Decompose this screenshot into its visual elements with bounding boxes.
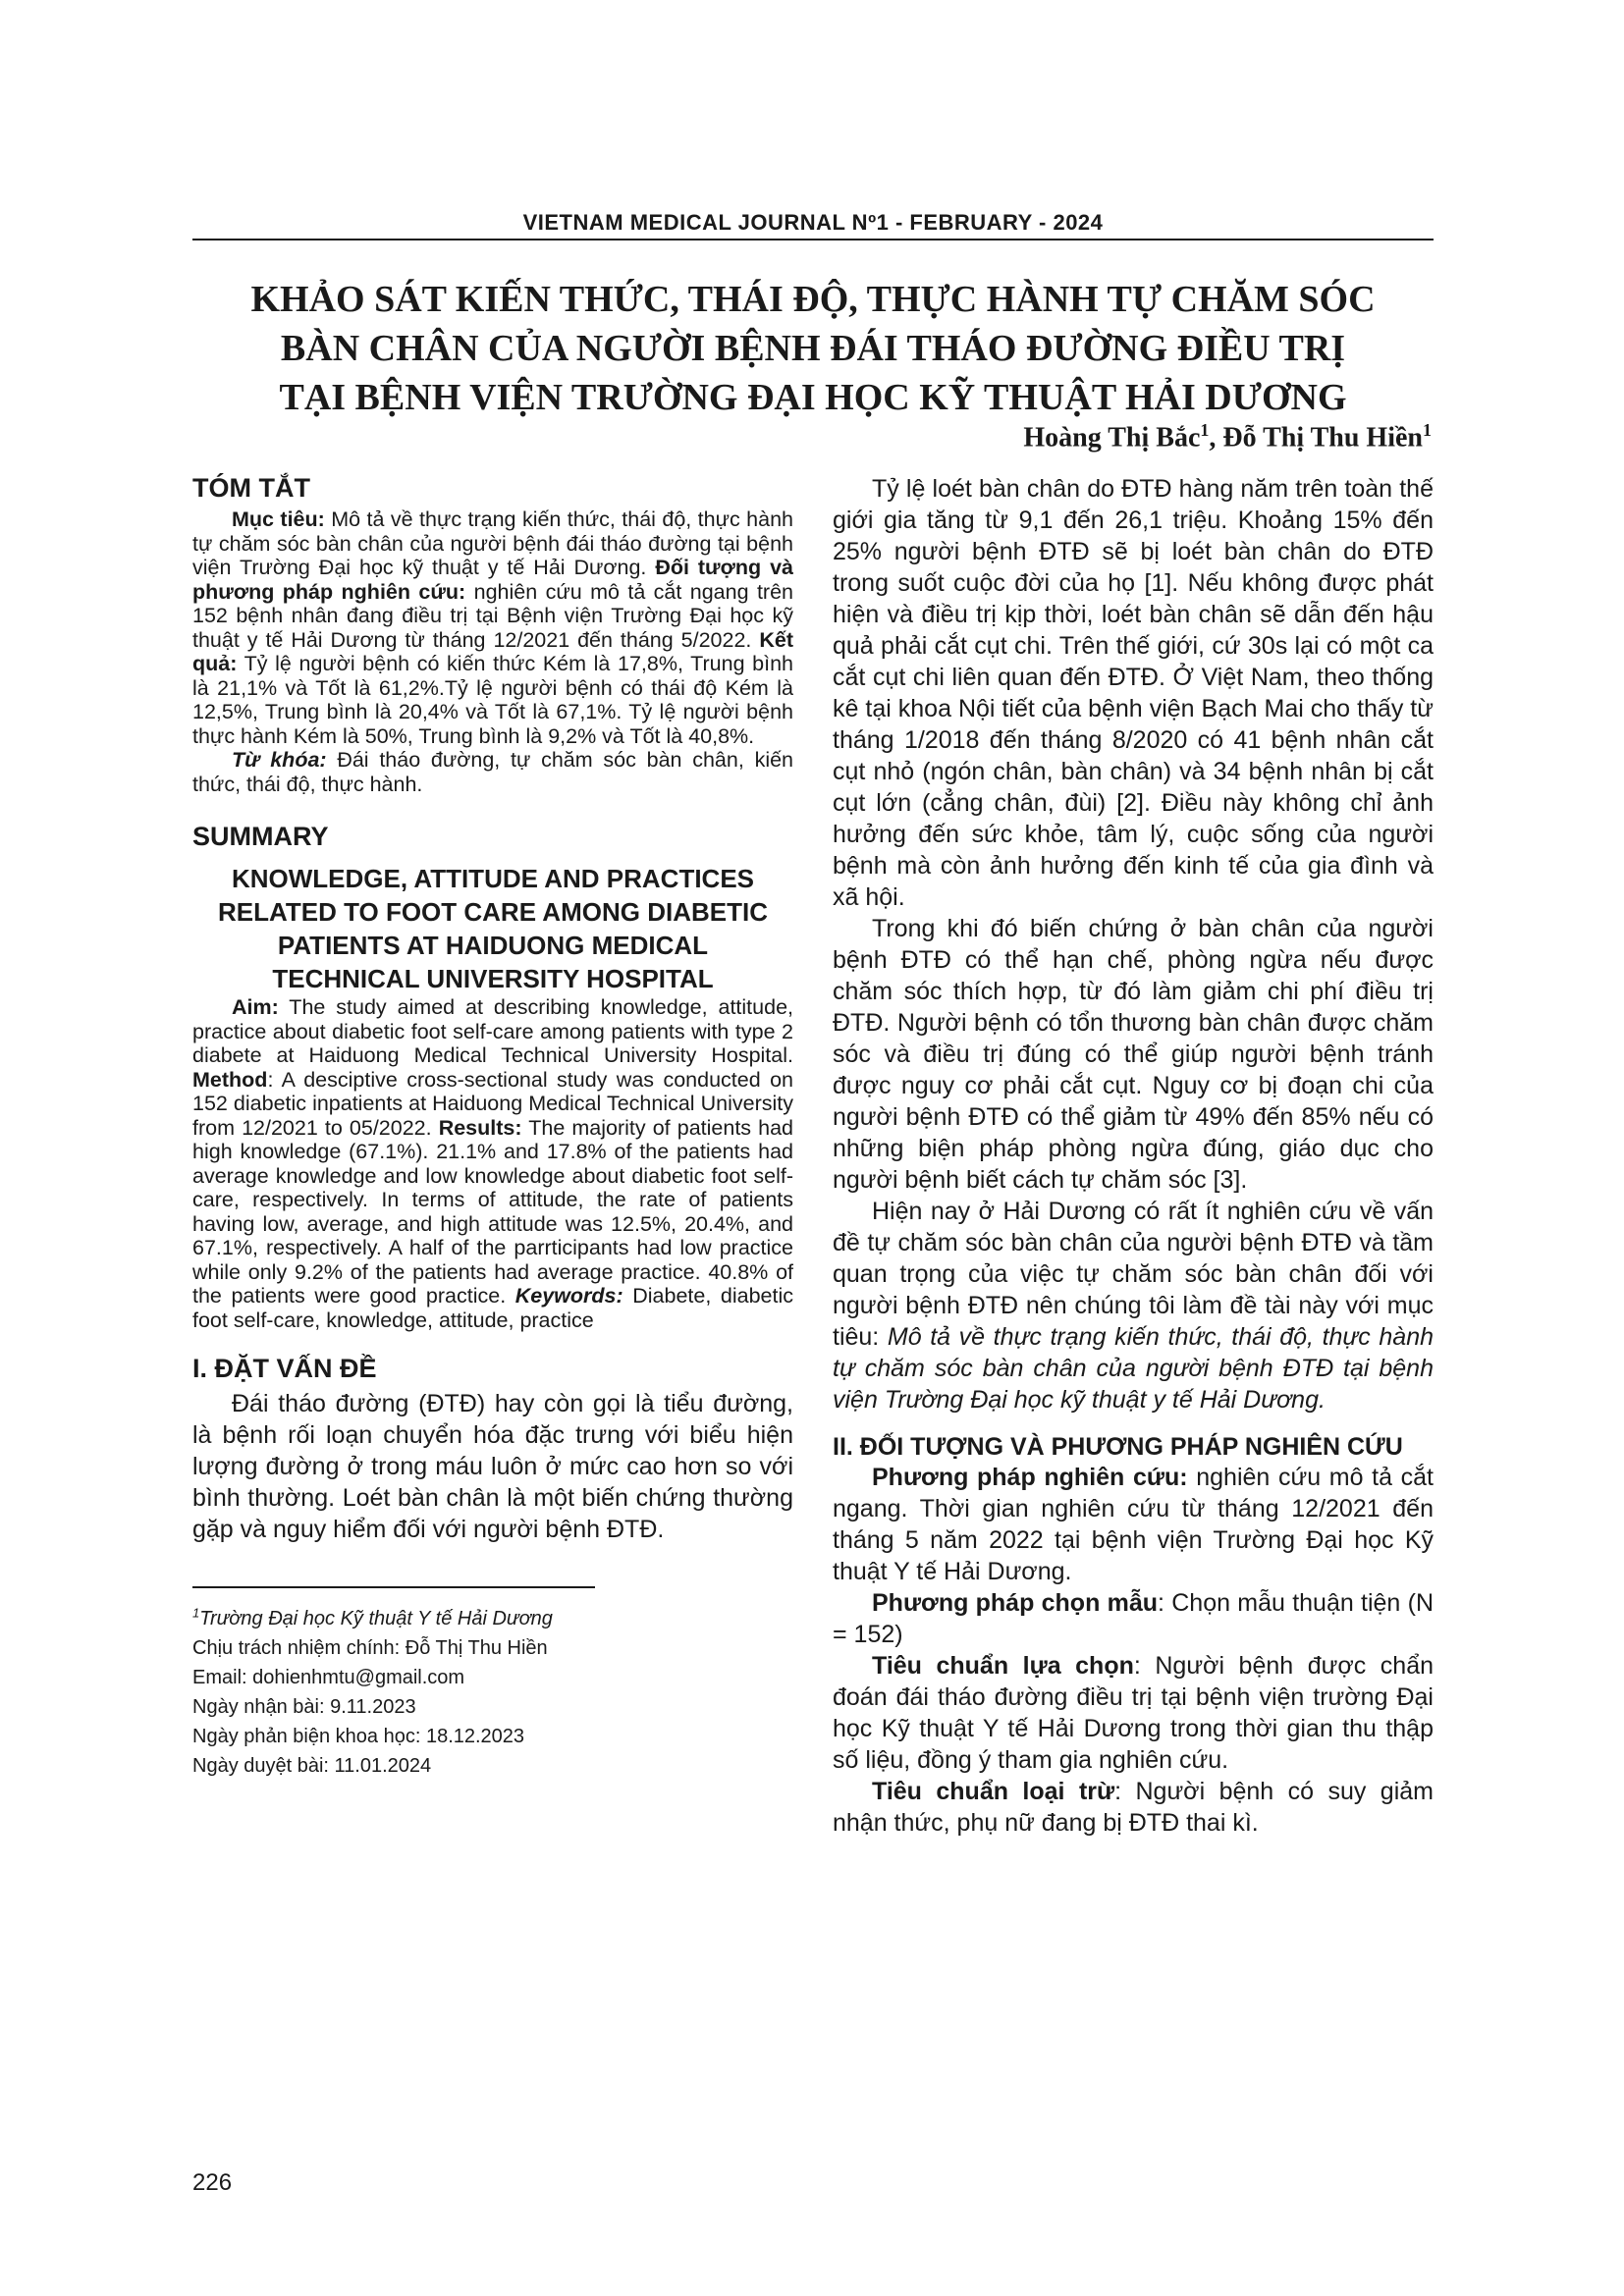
footnote-rule — [192, 1586, 595, 1588]
summary-body — [192, 995, 793, 1332]
keywords-label-vn: Từ khóa: — [232, 748, 327, 772]
footnote-corresponding: Chịu trách nhiệm chính: Đỗ Thị Thu Hiền — [192, 1636, 548, 1659]
intro-heading: I. ĐẶT VẤN ĐỀ — [192, 1354, 377, 1383]
author-line — [1023, 420, 1432, 454]
method-text-en: : A desciptive cross-sectional study was conducted on 152 diabetic inpatients at Haiduong Medical Technical University from 12/2021 to 05/2022. — [192, 1067, 793, 1140]
aim-label-en: Aim: — [232, 995, 279, 1019]
summary-heading: SUMMARY — [192, 822, 329, 851]
footnote-email: Email: dohienhmtu@gmail.com — [192, 1666, 465, 1688]
method-label-vn: Đối tượng và phương pháp nghiên cứu: — [192, 556, 793, 604]
footnote-affil-sup: 1 — [192, 1605, 200, 1620]
methods-design-text: nghiên cứu mô tả cắt ngang. Thời gian nghiên cứu từ tháng 12/2021 đến tháng 5 năm 2022 tại bệnh viện Trường Đại học Kỹ thuật Y tế Hải Dương. — [833, 1464, 1434, 1585]
summary-title-line-3: PATIENTS AT HAIDUONG MEDICAL — [277, 931, 709, 960]
summary-title-line-2: RELATED TO FOOT CARE AMONG DIABETIC — [218, 897, 768, 927]
methods-design — [833, 1462, 1434, 1587]
footnotes — [192, 1598, 793, 1781]
author-2-affil: 1 — [1423, 420, 1432, 440]
methods-inclusion-text: : Người bệnh được chẩn đoán đái tháo đường điều trị tại bệnh viện trường Đại học Kỹ thuật Y tế Hải Dương trong thời gian thu thập số liệu, đồng ý tham gia nghiên cứu. — [833, 1652, 1434, 1774]
intro-p4-text: Hiện nay ở Hải Dương có rất ít nghiên cứu về vấn đề tự chăm sóc bàn chân của người bệnh ĐTĐ và tầm quan trọng của việc tự chăm sóc bàn chân đối với người bệnh ĐTĐ nên chúng tôi làm đề tài này với mục tiêu: — [833, 1198, 1434, 1351]
methods-exclusion — [833, 1776, 1434, 1839]
footnote-reviewed: Ngày phản biện khoa học: 18.12.2023 — [192, 1725, 525, 1747]
intro-p4-objective: Mô tả về thực trạng kiến thức, thái độ, thực hành tự chăm sóc bàn chân của người bệnh ĐTĐ tại bệnh viện Trường Đại học kỹ thuật y tế Hải Dương. — [833, 1323, 1434, 1414]
author-separator: , — [1209, 422, 1223, 454]
header-rule — [192, 239, 1434, 240]
results-text-en: The majority of patients had high knowledge (67.1%). 21.1% and 17.8% of the patients had average knowledge and low knowledge about diabetic foot self-care, respectively. In terms of attitude, the rate of patients having low, average, and high attitude was 12.5%, 20.4%, and 67.1%, respectively. A half of the parrticipants had low practice while only 9.2% of the patients had average practice. 40.8% of the patients were good practice. — [192, 1115, 793, 1308]
title-line-1: KHẢO SÁT KIẾN THỨC, THÁI ĐỘ, THỰC HÀNH TỰ CHĂM SÓC — [250, 279, 1376, 320]
methods-sampling-label: Phương pháp chọn mẫu — [872, 1589, 1159, 1617]
summary-title-line-4: TECHNICAL UNIVERSITY HOSPITAL — [272, 964, 714, 993]
title-line-3: TẠI BỆNH VIỆN TRƯỜNG ĐẠI HỌC KỸ THUẬT HẢI DƯƠNG — [279, 377, 1347, 418]
aim-label-vn: Mục tiêu: — [232, 507, 325, 531]
methods-exclusion-text: : Người bệnh có suy giảm nhận thức, phụ nữ đang bị ĐTĐ thai kì. — [833, 1778, 1434, 1837]
intro-paragraph-1: Đái tháo đường (ĐTĐ) hay còn gọi là tiểu đường, là bệnh rối loạn chuyển hóa đặc trưng với biểu hiện lượng đường ở trong máu luôn ở mức cao hơn so với bình thường. Loét bàn chân là một biến chứng thường gặp và nguy hiểm đối với người bệnh ĐTĐ. — [192, 1390, 793, 1543]
summary-title-line-1: KNOWLEDGE, ATTITUDE AND PRACTICES — [231, 864, 755, 893]
results-label-vn: Kết quả: — [192, 627, 793, 675]
abstract-vn-heading: TÓM TẮT — [192, 473, 310, 503]
methods-exclusion-label: Tiêu chuẩn loại trừ — [872, 1778, 1115, 1805]
left-column — [192, 473, 793, 1781]
keywords-text-vn: Đái tháo đường, tự chăm sóc bàn chân, kiến thức, thái độ, thực hành. — [192, 748, 794, 796]
keywords-label-en: Keywords: — [514, 1284, 623, 1308]
methods-inclusion — [833, 1650, 1434, 1776]
results-label-en: Results: — [438, 1115, 522, 1140]
article-title — [192, 275, 1434, 422]
footnote-affil-text: Trường Đại học Kỹ thuật Y tế Hải Dương — [199, 1607, 553, 1629]
journal-header: VIETNAM MEDICAL JOURNAL Nº1 - FEBRUARY - 2024 — [522, 210, 1104, 235]
results-text-vn: Tỷ lệ người bệnh có kiến thức Kém là 17,8%, Trung bình là 21,1% và Tốt là 61,2%.Tỷ lệ người bệnh có thái độ Kém là 12,5%, Trung bình là 20,4% và Tốt là 67,1%. Tỷ lệ người bệnh thực hành Kém là 50%, Trung bình là 9,2% và Tốt là 40,8%. — [192, 652, 793, 748]
intro-paragraph-4 — [833, 1196, 1434, 1415]
footnote-received: Ngày nhận bài: 9.11.2023 — [192, 1695, 416, 1718]
author-1-affil: 1 — [1200, 420, 1210, 440]
aim-text-vn: Mô tả về thực trạng kiến thức, thái độ, thực hành tự chăm sóc bàn chân của người bệnh đái tháo đường tại bệnh viện Trường Đại học kỹ thuật y tế Hải Dương. — [192, 507, 794, 579]
keywords-text-en: Diabete, diabetic foot self-care, knowledge, attitude, practice — [192, 1284, 793, 1332]
author-1: Hoàng Thị Bắc — [1023, 422, 1201, 454]
keywords-vn — [192, 748, 793, 796]
methods-sampling-text: : Chọn mẫu thuận tiện (N = 152) — [833, 1589, 1434, 1648]
aim-text-en: The study aimed at describing knowledge, attitude, practice about diabetic foot self-care among patients with type 2 diabete at Haiduong Medical Technical University Hospital. — [192, 995, 793, 1067]
methods-heading: II. ĐỐI TƯỢNG VÀ PHƯƠNG PHÁP NGHIÊN CỨU — [833, 1433, 1403, 1461]
right-column — [833, 473, 1434, 1839]
methods-inclusion-label: Tiêu chuẩn lựa chọn — [872, 1652, 1134, 1680]
method-text-vn: nghiên cứu mô tả cắt ngang trên 152 bệnh nhân đang điều trị tại Bệnh viện Trường Đại học kỹ thuật y tế Hải Dương từ tháng 12/2021 đến tháng 5/2022. — [192, 579, 793, 652]
page-number: 226 — [192, 2169, 233, 2196]
author-2: Đỗ Thị Thu Hiền — [1222, 422, 1423, 454]
summary-title — [192, 862, 793, 995]
abstract-vn-body — [192, 507, 793, 748]
title-line-2: BÀN CHÂN CỦA NGƯỜI BỆNH ĐÁI THÁO ĐƯỜNG ĐIỀU TRỊ — [280, 328, 1346, 369]
methods-sampling — [833, 1587, 1434, 1650]
method-label-en: Method — [192, 1067, 268, 1092]
intro-paragraph-2: Tỷ lệ loét bàn chân do ĐTĐ hàng năm trên toàn thế giới gia tăng từ 9,1 đến 26,1 triệu. Khoảng 15% đến 25% người bệnh ĐTĐ sẽ bị loét bàn chân do ĐTĐ trong suốt cuộc đời của họ [1]. Nếu không được phát hiện và điều trị kịp thời, loét bàn chân sẽ dẫn đến hậu quả phải cắt cụt chi. Trên thế giới, cứ 30s lại có một ca cắt cụt chi liên quan đến ĐTĐ. Ở Việt Nam, theo thống kê tại khoa Nội tiết của bệnh viện Bạch Mai cho thấy từ tháng 1/2018 đến tháng 8/2020 có 41 bệnh nhân cắt cụt nhỏ (ngón chân, bàn chân) và 34 bệnh nhân bị cắt cụt lớn (cẳng chân, đùi) [2]. Điều này không chỉ ảnh hưởng đến sức khỏe, tâm lý, cuộc sống của người bệnh mà còn ảnh hưởng đến kinh tế của gia đình và xã hội. — [833, 475, 1434, 911]
intro-paragraph-3: Trong khi đó biến chứng ở bàn chân của người bệnh ĐTĐ có thể hạn chế, phòng ngừa nếu được chăm sóc thích hợp, từ đó làm giảm chi phí điều trị ĐTĐ. Người bệnh có tổn thương bàn chân được chăm sóc và điều trị đúng có thể giúp người bệnh tránh được nguy cơ phải cắt cụt. Nguy cơ bị đoạn chi của người bệnh ĐTĐ có thể giảm từ 49% đến 85% nếu có những biện pháp phòng ngừa đúng, giáo dục cho người bệnh biết cách tự chăm sóc [3]. — [833, 915, 1434, 1194]
methods-design-label: Phương pháp nghiên cứu: — [872, 1464, 1188, 1491]
footnote-accepted: Ngày duyệt bài: 11.01.2024 — [192, 1754, 432, 1777]
footnote-affiliation — [192, 1598, 793, 1633]
